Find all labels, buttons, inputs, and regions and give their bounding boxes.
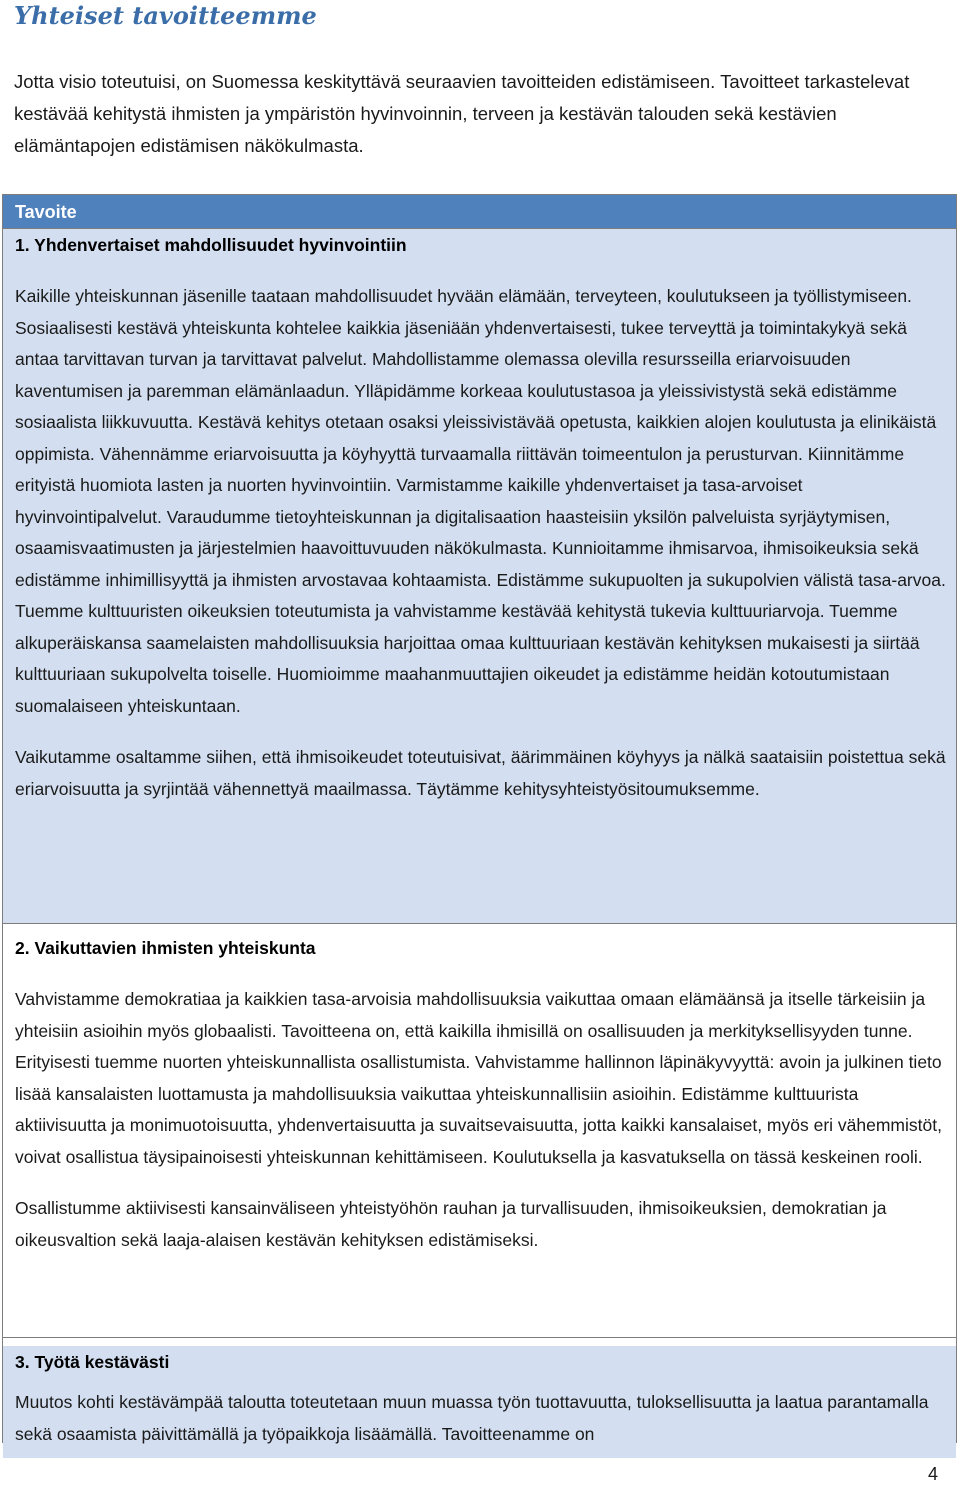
goal-2-paragraph-2: Osallistumme aktiivisesti kansainväliseen yhteistyöhön rauhan ja turvallisuuden, ihmisoikeuksien, demokratian ja oikeusvaltion sekä laaja-alaisen kestävän kehityksen edistämiseksi. [15, 1198, 887, 1250]
goal-row-2 [3, 932, 956, 1338]
goal-heading-1: 1. Yhdenvertaiset mahdollisuudet hyvinvointiin [15, 235, 407, 255]
goal-1-paragraph-2: Vaikutamme osaltamme siihen, että ihmisoikeudet toteutuisivat, äärimmäinen köyhyys ja nälkä saataisiin poistettua sekä eriarvoisuutta ja syrjintää vähennettyä maailmassa. Täytämme kehitysyhteistyösitoumuksemme. [15, 747, 946, 799]
goal-2-paragraph-1: Vahvistamme demokratiaa ja kaikkien tasa-arvoisia mahdollisuuksia vaikuttaa omaan elämäänsä ja itselle tärkeisiin ja yhteisiin asioihin myös globaalisti. Tavoitteena on, että kaikilla ihmisillä on osallisuuden ja merkityksellisyyden tunne. Erityisesti tuemme nuorten yhteiskunnallista osallistumista. Vahvistamme hallinnon läpinäkyvyyttä: avoin ja julkinen tieto lisää kansalaisten luottamusta ja mahdollisuuksia vaikuttaa yhteiskunnallisiin asioihin. Edistämme kulttuurista aktiivisuutta ja monimuotoisuutta, yhdenvertaisuutta ja suvaitsevaisuutta, jotta kaikki kansalaiset, myös eri vähemmistöt, voivat osallistua täysipainoisesti yhteiskunnan kehittämiseen. Koulutuksella ja kasvatuksella on tässä keskeinen rooli. [15, 989, 942, 1167]
goal-heading-2: 2. Vaikuttavien ihmisten yhteiskunta [15, 938, 316, 958]
goal-row-3 [3, 1346, 956, 1458]
goals-table [2, 194, 957, 1443]
goal-row-1 [3, 229, 956, 924]
goal-1-paragraph-1: Kaikille yhteiskunnan jäsenille taataan mahdollisuudet hyvään elämään, terveyteen, koulutukseen ja työllistymiseen. Sosiaalisesti kestävä yhteiskunta kohtelee kaikkia jäseniään yhdenvertaisesti, tukee terveyttä ja toimintakykyä sekä antaa tarvittavan turvan ja tarvittavat palvelut. Mahdollistamme olemassa olevilla resursseilla eriarvoisuuden kaventumisen ja paremman elämänlaadun. Ylläpidämme korkeaa koulutustasoa ja yleissivistystä sekä edistämme sosiaalista liikkuvuutta. Kestävä kehitys otetaan osaksi yleissivistävää opetusta, kaikkien alojen koulutusta ja elinikäistä oppimista. Vähennämme eriarvoisuutta ja köyhyyttä turvaamalla riittävän toimeentulon ja perusturvan. Kiinnitämme erityistä huomiota lasten ja nuorten hyvinvointiin. Varmistamme kaikille yhdenvertaiset ja tasa-arvoiset hyvinvointipalvelut. Varaudumme tietoyhteiskunnan ja digitalisaation haasteisiin yksilön palveluista syrjäytymisen, osaamisvaatimusten ja järjestelmien haavoittuvuuden näkökulmasta. Kunnioitamme ihmisarvoa, ihmisoikeuksia sekä edistämme inhimillisyyttä ja ihmisten arvostavaa kohtaamista. Edistämme sukupuolten ja sukupolvien välistä tasa-arvoa. Tuemme kulttuuristen oikeuksien toteutumista ja vahvistamme kestävää kehitystä tukevia kulttuuriarvoja. Tuemme alkuperäiskansa saamelaisten mahdollisuuksia harjoittaa omaa kulttuuriaan kestävän kehityksen mukaisesti ja siirtää kulttuuriaan sukupolvelta toiselle. Huomioimme maahanmuuttajien oikeudet ja edistämme heidän kotoutumistaan suomalaiseen yhteiskuntaan. [15, 286, 946, 716]
table-header: Tavoite [3, 195, 956, 229]
intro-paragraph: Jotta visio toteutuisi, on Suomessa keskityttävä seuraavien tavoitteiden edistämiseen. Tavoitteet tarkastelevat kestävää kehitystä ihmisten ja ympäristön hyvinvoinnin, terveen ja kestävän talouden sekä kestävien elämäntapojen edistämisen näkökulmasta. [14, 71, 910, 156]
page-number: 4 [927, 1464, 938, 1484]
goal-3-paragraph-1: Muutos kohti kestävämpää taloutta toteutetaan muun muassa työn tuottavuutta, tuloksellisuutta ja laatua parantamalla sekä osaamista päivittämällä ja työpaikkoja lisäämällä. Tavoitteenamme on [15, 1392, 929, 1444]
page-title: Yhteiset tavoitteemme [14, 1, 317, 30]
goal-heading-3: 3. Työtä kestävästi [15, 1352, 170, 1372]
